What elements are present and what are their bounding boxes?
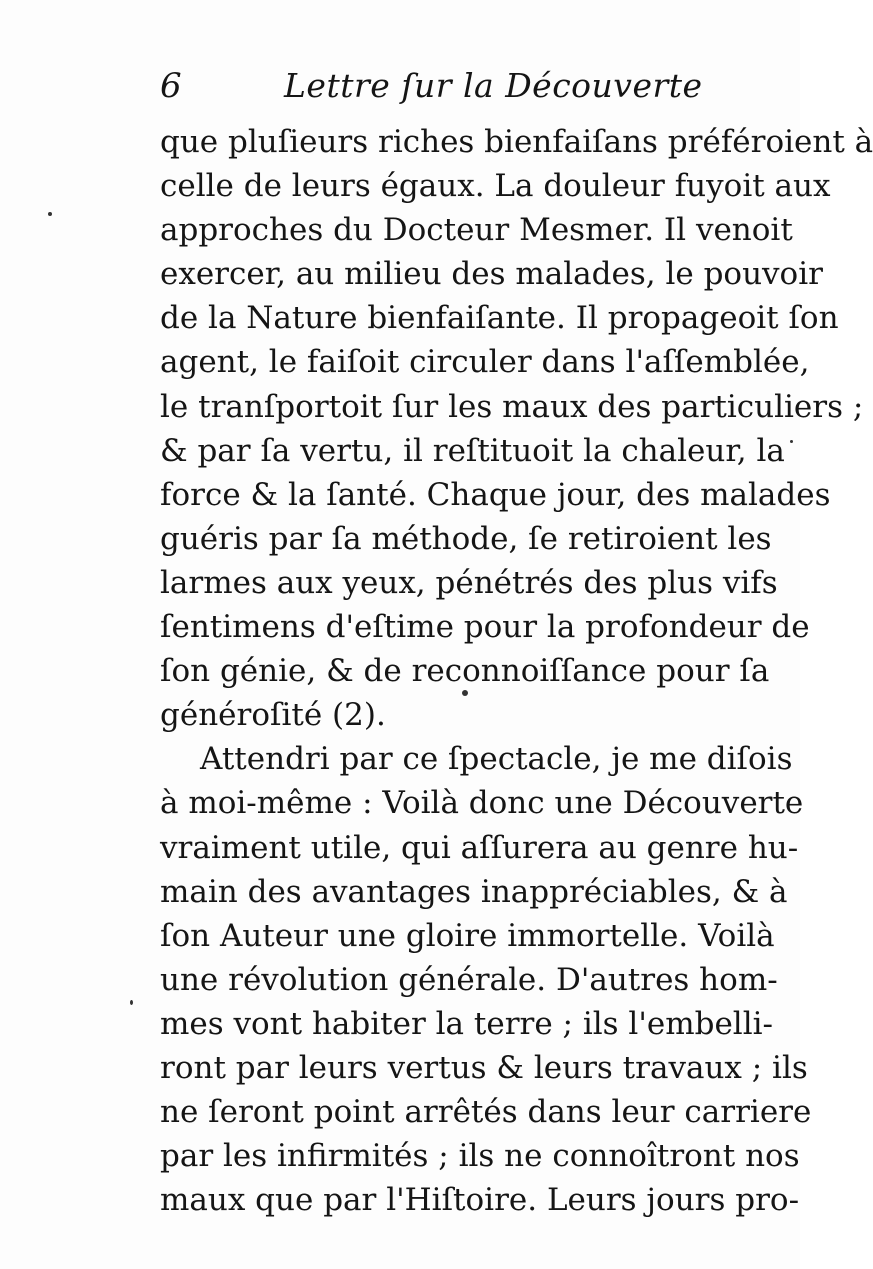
text-line: à moi-même : Voilà donc une Découverte — [160, 785, 804, 822]
text-line: par les infirmités ; ils ne connoîtront nos — [160, 1138, 800, 1175]
print-speck — [130, 1000, 133, 1005]
text-line: le tranſportoit ſur les maux des particuliers ; — [160, 388, 864, 425]
running-head-title: Lettre ſur la Découverte — [284, 66, 703, 105]
print-speck — [790, 440, 793, 443]
page-number: 6 — [160, 66, 182, 106]
text-line: approches du Docteur Mesmer. Il venoit — [160, 212, 793, 249]
text-line: main des avantages inappréciables, & à — [160, 873, 788, 910]
text-line: de la Nature bienfaiſante. Il propageoit ſon — [160, 300, 839, 337]
text-line: ne ſeront point arrêtés dans leur carriere — [160, 1094, 812, 1131]
running-head — [160, 66, 760, 112]
body-text — [160, 120, 873, 1222]
text-line: & par ſa vertu, il reſtituoit la chaleur, la — [160, 432, 785, 469]
text-line: ſon Auteur une gloire immortelle. Voilà — [160, 917, 775, 954]
text-line: mes vont habiter la terre ; ils l'embelli- — [160, 1005, 774, 1042]
text-line: maux que par l'Hiſtoire. Leurs jours pro- — [160, 1182, 800, 1219]
text-line: ront par leurs vertus & leurs travaux ; ils — [160, 1049, 808, 1086]
text-line: vraiment utile, qui aſſurera au genre hu- — [160, 829, 799, 866]
print-speck — [462, 690, 468, 696]
text-line: ſon génie, & de reconnoiſſance pour ſa — [160, 653, 770, 690]
text-line: exercer, au milieu des malades, le pouvoir — [160, 256, 823, 293]
print-speck — [48, 212, 52, 216]
text-line: généroſité (2). — [160, 697, 386, 734]
text-line: guéris par ſa méthode, ſe retiroient les — [160, 520, 772, 557]
text-line: ſentimens d'eſtime pour la profondeur de — [160, 609, 810, 646]
text-line: Attendri par ce ſpectacle, je me diſois — [200, 741, 793, 778]
text-line: larmes aux yeux, pénétrés des plus vifs — [160, 564, 778, 601]
text-line: agent, le faiſoit circuler dans l'aſſemblée, — [160, 344, 810, 381]
text-line: que pluſieurs riches bienfaiſans préféroient à — [160, 124, 873, 160]
text-line: une révolution générale. D'autres hom- — [160, 961, 778, 998]
text-line: force & la ſanté. Chaque jour, des malades — [160, 476, 831, 513]
text-line: celle de leurs égaux. La douleur fuyoit aux — [160, 168, 831, 205]
